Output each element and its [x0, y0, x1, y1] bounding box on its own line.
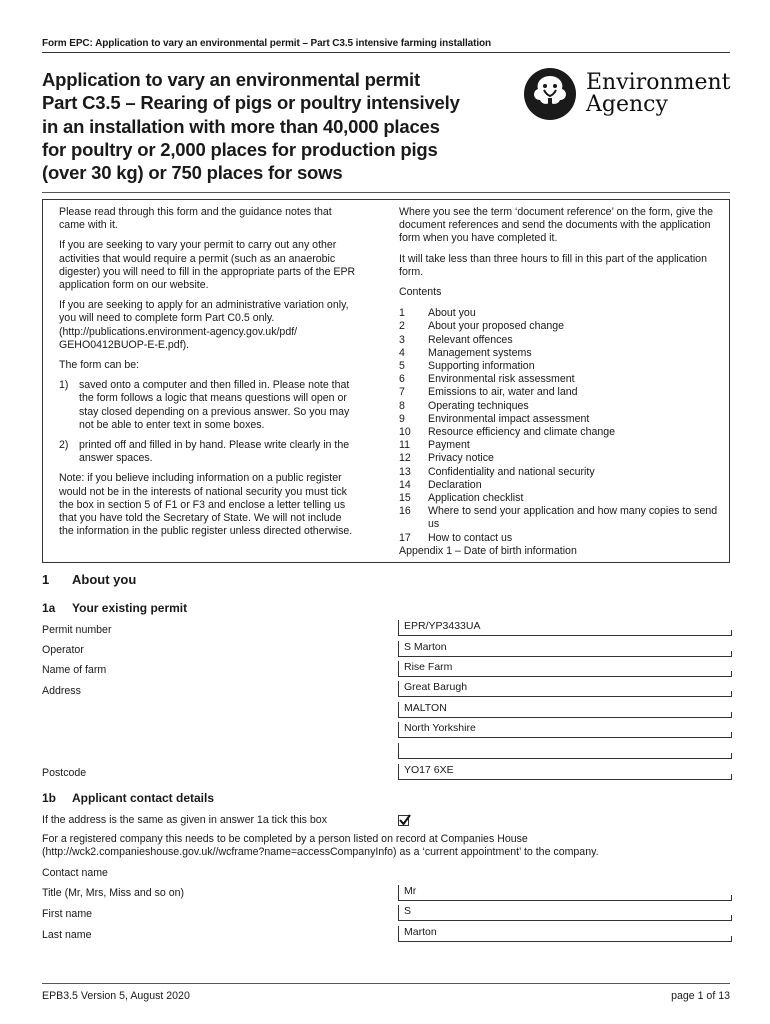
last-name-field[interactable]: Marton	[398, 926, 731, 942]
address-line-3-field[interactable]: North Yorkshire	[398, 722, 731, 738]
contents-item	[399, 347, 725, 360]
first-name-label: First name	[42, 908, 93, 920]
operator-field[interactable]: S Marton	[398, 641, 731, 657]
title-line-2: Part C3.5 – Rearing of pigs or poultry intensively	[42, 92, 460, 114]
form-option-2	[59, 439, 359, 465]
contents-item-number: 11	[399, 439, 410, 452]
section-1-heading	[42, 572, 136, 587]
security-note: Note: if you believe including information on a public register would not be in the interests of national security you must tick the box in section 5 of F1 or F3 and enclose a letter telling us that you have told the Secretary of State. We will not include the information in the public register unless directed otherwise.	[59, 472, 353, 538]
contents-item	[399, 320, 725, 333]
header-divider	[42, 52, 730, 53]
section-number: 1	[42, 572, 50, 587]
contents-item-number: 14	[399, 478, 411, 491]
contents-item-number: 9	[399, 412, 405, 425]
title-field[interactable]: Mr	[398, 885, 731, 901]
contents-item-number: 6	[399, 373, 405, 386]
contents-item-number: 4	[399, 346, 405, 359]
option-number: 1)	[59, 379, 69, 392]
running-header: Form EPC: Application to vary an environmental permit – Part C3.5 intensive farming installation	[42, 38, 492, 49]
contents-item-number: 10	[399, 426, 411, 439]
contents-item-number: 12	[399, 452, 411, 465]
contents-item	[399, 400, 725, 413]
contents-item-number: 8	[399, 399, 405, 412]
contents-item-number: 1	[399, 307, 405, 320]
title-label: Title (Mr, Mrs, Miss and so on)	[42, 887, 185, 899]
intro-paragraph: It will take less than three hours to fill in this part of the application form.	[399, 252, 707, 278]
option-text: saved onto a computer and then filled in. Please note that the form follows a logic that means questions will open or stay closed depending on a previous answer. So you may not be able to enter text in some boxes.	[79, 379, 350, 431]
contents-item	[399, 439, 725, 452]
contents-item-label: About your proposed change	[428, 320, 565, 333]
subsection-title: Your existing permit	[72, 601, 188, 615]
checkmark-icon	[398, 813, 412, 827]
environment-agency-logo	[522, 66, 731, 122]
title-line-3: in an installation with more than 40,000 places	[42, 115, 440, 137]
contents-item-label: Supporting information	[428, 360, 535, 373]
intro-paragraph: The form can be:	[59, 359, 140, 372]
option-number: 2)	[59, 439, 69, 452]
first-name-field[interactable]: S	[398, 905, 731, 921]
contents-item	[399, 466, 725, 479]
subsection-title: Applicant contact details	[72, 791, 215, 805]
contents-item-label: About you	[428, 307, 476, 320]
option-text: printed off and filled in by hand. Please write clearly in the answer spaces.	[79, 439, 350, 465]
subsection-number: 1a	[42, 601, 56, 615]
address-line-4-field[interactable]	[398, 743, 731, 759]
farm-name-label: Name of farm	[42, 664, 107, 676]
farm-name-field[interactable]: Rise Farm	[398, 661, 731, 677]
contents-item-number: 7	[399, 386, 405, 399]
footer-divider	[42, 983, 730, 984]
last-name-label: Last name	[42, 929, 92, 941]
contents-item-number: 3	[399, 333, 405, 346]
page-title	[42, 68, 492, 184]
form-version: EPB3.5 Version 5, August 2020	[42, 990, 190, 1002]
contents-item-label: Environmental risk assessment	[428, 373, 575, 386]
contents-item-label: How to contact us	[428, 531, 513, 544]
logo-line-2: Agency	[586, 92, 668, 117]
contents-item-number: 2	[399, 320, 405, 333]
contents-item-number: 15	[399, 492, 411, 505]
permit-number-label: Permit number	[42, 624, 112, 636]
contents-item-label: Where to send your application and how many copies to send us	[428, 505, 718, 531]
contents-item	[399, 413, 725, 426]
intro-box	[42, 199, 730, 563]
contents-appendix: Appendix 1 – Date of birth information	[399, 544, 577, 557]
intro-paragraph: Where you see the term ‘document reference’ on the form, give the document references and send the documents with the application form when you have completed it.	[399, 206, 714, 245]
section-1a-heading	[42, 601, 187, 615]
logo-wordmark	[586, 72, 731, 116]
contents-item	[399, 334, 725, 347]
address-label: Address	[42, 685, 81, 697]
contents-item	[399, 426, 725, 439]
contents-item	[399, 386, 725, 399]
intro-left-column	[59, 206, 359, 545]
contents-item	[399, 532, 725, 545]
contents-item-label: Operating techniques	[428, 399, 529, 412]
registered-company-note: For a registered company this needs to be completed by a person listed on record at Companies House (http://wck2.companieshouse.gov.uk//wcframe?name=accessCompanyInfo) as a ‘current appointment’ to the company.	[42, 833, 599, 859]
contents-item-label: Emissions to air, water and land	[428, 386, 578, 399]
contents-item-number: 16	[399, 505, 411, 518]
section-1b-heading	[42, 791, 214, 805]
contents-item-number: 5	[399, 360, 405, 373]
intro-paragraph: If you are seeking to apply for an administrative variation only, you will need to complete form Part C0.5 only. (http://publications.environment-agency.gov.uk/pdf/ GEHO0412BUOP-E-E.pdf).	[59, 299, 349, 351]
environment-agency-tree-icon	[522, 66, 578, 122]
title-line-5: (over 30 kg) or 750 places for sows	[42, 162, 343, 184]
contents-item	[399, 479, 725, 492]
intro-paragraph: If you are seeking to vary your permit to carry out any other activities that would require a permit (such as an anaerobic digester) you will need to fill in the appropriate parts of the EPR application form on our website.	[59, 239, 356, 292]
title-divider	[42, 192, 730, 193]
contents-item-label: Management systems	[428, 346, 532, 359]
contents-list	[399, 307, 725, 545]
postcode-field[interactable]: YO17 6XE	[398, 764, 731, 780]
contents-item-number: 17	[399, 531, 411, 544]
section-title: About you	[72, 572, 137, 587]
contents-item-label: Relevant offences	[428, 333, 513, 346]
intro-paragraph: Please read through this form and the guidance notes that came with it.	[59, 206, 332, 232]
subsection-number: 1b	[42, 791, 57, 805]
operator-label: Operator	[42, 644, 84, 656]
address-line-1-field[interactable]: Great Barugh	[398, 681, 731, 697]
same-address-checkbox[interactable]	[398, 815, 409, 826]
page-number: page 1 of 13	[671, 990, 730, 1002]
title-line-1: Application to vary an environmental permit	[42, 69, 420, 90]
contents-item	[399, 373, 725, 386]
contact-name-label: Contact name	[42, 867, 108, 879]
contents-item-number: 13	[399, 465, 411, 478]
intro-right-column	[399, 206, 725, 558]
contents-item-label: Declaration	[428, 478, 482, 491]
contents-item	[399, 307, 725, 320]
contents-item-label: Environmental impact assessment	[428, 412, 590, 425]
contents-item	[399, 492, 725, 505]
contents-item	[399, 505, 725, 531]
contents-item-label: Application checklist	[428, 492, 524, 505]
contents-item	[399, 452, 725, 465]
contents-title: Contents	[399, 286, 442, 299]
postcode-label: Postcode	[42, 767, 87, 779]
contents-item-label: Privacy notice	[428, 452, 494, 465]
logo-line-1: Environment	[586, 70, 731, 95]
address-line-2-field[interactable]: MALTON	[398, 702, 731, 718]
contents-item-label: Confidentiality and national security	[428, 465, 595, 478]
form-option-1	[59, 379, 359, 432]
title-line-4: for poultry or 2,000 places for production pigs	[42, 138, 438, 160]
contents-item-label: Resource efficiency and climate change	[428, 426, 616, 439]
same-address-label: If the address is the same as given in answer 1a tick this box	[42, 814, 327, 826]
contents-item	[399, 360, 725, 373]
permit-number-field[interactable]: EPR/YP3433UA	[398, 620, 731, 636]
contents-item-label: Payment	[428, 439, 470, 452]
